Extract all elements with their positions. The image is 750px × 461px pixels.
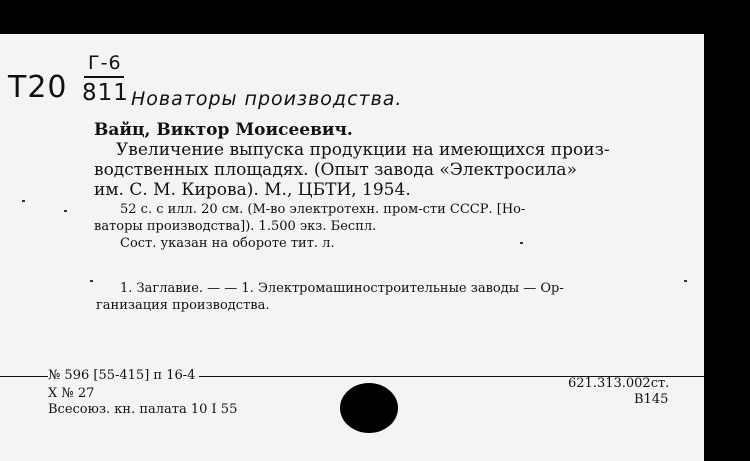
ink-speck — [64, 210, 67, 212]
catalog-card — [0, 34, 704, 461]
subject-line-2: ганизация производства. — [96, 298, 270, 313]
description-line-2: ваторы производства]). 1.500 экз. Беспл. — [94, 219, 377, 234]
classification-main: Т20 — [8, 70, 68, 105]
subject-line-1: 1. Заглавие. — — 1. Электромашиностроительные заводы — Ор- — [120, 281, 564, 296]
title-line-1: Увеличение выпуска продукции на имеющихся произ- — [116, 140, 610, 160]
description-line-1: 52 с. с илл. 20 см. (М-во электротехн. пром-сти СССР. [Но- — [120, 202, 526, 217]
description-line-3: Сост. указан на обороте тит. л. — [120, 236, 335, 251]
classification-lower: 811 — [82, 80, 129, 106]
punch-hole — [340, 383, 398, 433]
title-line-2: водственных площадях. (Опыт завода «Электросила» — [94, 160, 577, 180]
card-number: № 596 [55-415] п 16-4 — [48, 368, 199, 383]
series-handwritten-note: Новаторы производства. — [131, 88, 403, 110]
author-heading: Вайц, Виктор Моисеевич. — [94, 120, 353, 140]
ink-speck — [684, 280, 687, 282]
book-chamber-stamp: Всесоюз. кн. палата 10 I 55 — [48, 402, 238, 417]
x-number: Х № 27 — [48, 386, 95, 401]
classification-fraction-line — [84, 76, 124, 78]
udc-index: 621.313.002ст. — [568, 376, 670, 391]
ink-speck — [22, 200, 25, 202]
ink-speck — [520, 242, 523, 244]
classification-upper: Г-6 — [88, 52, 122, 74]
ink-speck — [90, 280, 93, 282]
cutter-number: В145 — [634, 392, 669, 407]
title-line-3: им. С. М. Кирова). М., ЦБТИ, 1954. — [94, 180, 411, 200]
